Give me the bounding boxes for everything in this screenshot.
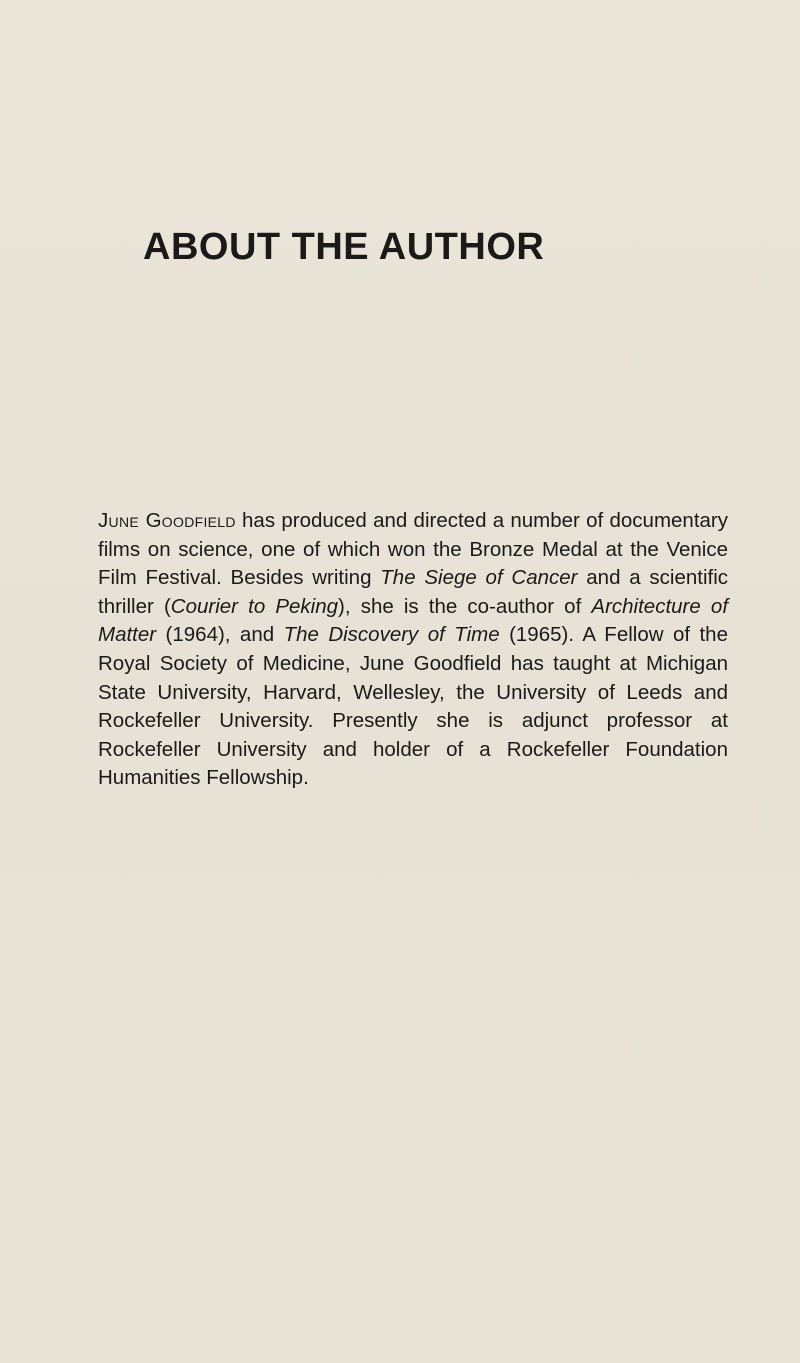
author-biography	[98, 507, 728, 793]
book-title-courier-to-peking: Courier to Peking	[170, 594, 339, 618]
book-title-discovery-of-time: The Discovery of Time	[283, 623, 500, 647]
book-title-siege-of-cancer: The Siege of Cancer	[380, 566, 578, 590]
bio-text-5: (1965). A Fellow of the Royal Society of Medicine, June Goodfield has taught at Michigan State University, Harvard, Wellesley, the University of Leeds and Rockefeller University. Presently she is adjunct professor at Rockefeller University and holder of a Rockefeller Foundation Humanities Fellowship.	[98, 623, 728, 790]
book-title-architecture-of-matter: Architecture of Matter	[98, 594, 729, 647]
bio-text-2: and a scientific thriller (	[98, 566, 728, 618]
author-name: June Goodfield	[98, 509, 236, 532]
section-heading: ABOUT THE AUTHOR	[143, 226, 545, 268]
bio-text-3: ), she is the co-author of	[338, 594, 592, 618]
bio-text-1: has produced and directed a number of documentary films on science, one of which won the Bronze Medal at the Venice Film Festival. Besides writing	[98, 509, 728, 590]
bio-text-4: (1964), and	[156, 623, 284, 647]
